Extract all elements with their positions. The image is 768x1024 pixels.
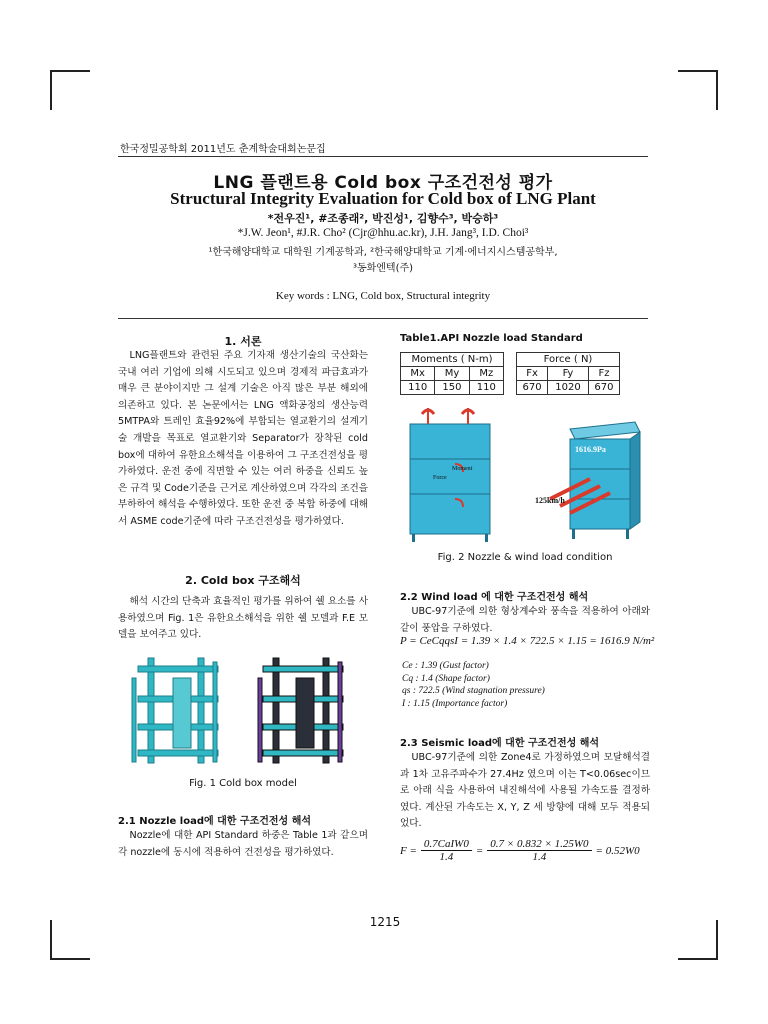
eq-frac1-num: 0.7CaIW0 bbox=[421, 838, 472, 851]
eq-lhs: F = bbox=[400, 844, 417, 857]
authors-english: *J.W. Jeon¹, #J.R. Cho² (Cjr@hhu.ac.kr), J.H. Jang³, I.D. Choi³ bbox=[237, 227, 529, 239]
table1-moments-header: Moments ( N-m) bbox=[401, 353, 504, 367]
crop-mark-bottom-left-v bbox=[50, 920, 52, 960]
fig2-caption: Fig. 2 Nozzle & wind load condition bbox=[437, 552, 613, 563]
fig2-nozzle-model bbox=[410, 408, 490, 542]
page-number: 1215 bbox=[369, 915, 401, 929]
table1-force bbox=[516, 352, 620, 395]
fig2-wind-model bbox=[535, 422, 640, 539]
proceedings-header: 한국정밀공학회 2011년도 춘계학술대회논문집 bbox=[120, 144, 326, 155]
seismic-equation bbox=[400, 838, 640, 863]
table1-col: My bbox=[435, 367, 469, 381]
section-2-1-title: 2.1 Nozzle load에 대한 구조건전성 해석 bbox=[118, 816, 312, 827]
fig2-label-moment: Moment bbox=[452, 466, 473, 472]
eq-frac1-den: 1.4 bbox=[439, 851, 454, 863]
crop-mark-top-left-v bbox=[50, 70, 52, 110]
var-shape-factor: Cq : 1.4 (Shape factor) bbox=[402, 673, 490, 684]
section-2-2-body: UBC-97기준에 의한 형상계수와 풍속을 적용하여 아래와 같이 풍압을 구하였다. bbox=[400, 606, 650, 634]
header-rule bbox=[118, 156, 648, 157]
title-korean: LNG 플랜트용 Cold box 구조건전성 평가 bbox=[213, 173, 553, 193]
table1-col: Fy bbox=[548, 367, 589, 381]
table1-col: Mx bbox=[401, 367, 435, 381]
table1-col: Fx bbox=[517, 367, 548, 381]
table1-cell: 670 bbox=[588, 381, 619, 395]
fig2-label-force: Force bbox=[433, 475, 447, 481]
wind-variables bbox=[402, 660, 545, 710]
eq-frac2-den: 1.4 bbox=[532, 851, 547, 863]
section-2-body: 해석 시간의 단축과 효율적인 평가를 위하여 쉘 요소를 사용하였으며 Fig. 1은 유한요소해석을 위한 쉘 모델과 F.E 모델을 보여주고 있다. bbox=[118, 596, 368, 641]
table1-cell: 670 bbox=[517, 381, 548, 395]
table1-cell: 110 bbox=[469, 381, 503, 395]
title-english: Structural Integrity Evaluation for Cold box of LNG Plant bbox=[170, 189, 596, 208]
fig1-caption: Fig. 1 Cold box model bbox=[189, 778, 297, 789]
keywords-rule bbox=[118, 318, 648, 319]
section-2-2-title: 2.2 Wind load 에 대한 구조건전성 해석 bbox=[400, 592, 589, 603]
section-1-title: 1. 서론 bbox=[224, 335, 262, 348]
fig2-nozzle-wind-load bbox=[400, 404, 650, 544]
fig2-label-pressure: 1616.9Pa bbox=[575, 445, 606, 454]
wind-pressure-equation: P = CeCqqsI = 1.39 × 1.4 × 722.5 × 1.15 = 1616.9 N/m² bbox=[400, 635, 655, 647]
table1-cell: 110 bbox=[401, 381, 435, 395]
crop-mark-top-right-v bbox=[716, 70, 718, 110]
eq-fraction-1 bbox=[421, 838, 472, 863]
table1-force-header: Force ( N) bbox=[517, 353, 620, 367]
crop-mark-bottom-left-h bbox=[50, 958, 90, 960]
section-2-3-body: UBC-97기준에 의한 Zone4로 가정하였으며 모달해석결과 1차 고유주파수가 27.4Hz 였으며 이는 T<0.06sec이므로 아래 식을 사용하여 내진해석에 사용될 가속도를 결정하였다. 계산된 가속도는 X, Y, Z 세 방향에 대해 모두 적용되었다. bbox=[400, 752, 650, 830]
crop-mark-top-left-h bbox=[50, 70, 90, 72]
affiliation-line-2: ³동화엔텍(주) bbox=[352, 263, 414, 274]
fig1-shell-model bbox=[132, 658, 218, 763]
fig2-label-wind: 125km/h bbox=[535, 496, 565, 505]
section-2-1-body: Nozzle에 대한 API Standard 하중은 Table 1과 같으며 각 nozzle에 동시에 적용하여 건전성을 평가하였다. bbox=[118, 830, 368, 858]
fig1-fe-model bbox=[258, 658, 343, 763]
crop-mark-top-right-h bbox=[678, 70, 718, 72]
section-2-title: 2. Cold box 구조해석 bbox=[185, 574, 301, 587]
affiliation-line-1: ¹한국해양대학교 대학원 기계공학과, ²한국해양대학교 기계·에너지시스템공학부, bbox=[208, 247, 558, 258]
eq-fraction-2 bbox=[487, 838, 591, 863]
table1-col: Fz bbox=[588, 367, 619, 381]
crop-mark-bottom-right-h bbox=[678, 958, 718, 960]
table1-moments bbox=[400, 352, 504, 395]
table1-col: Mz bbox=[469, 367, 503, 381]
table1-cell: 1020 bbox=[548, 381, 589, 395]
fig1-cold-box-model bbox=[118, 648, 373, 768]
crop-mark-bottom-right-v bbox=[716, 920, 718, 960]
eq-frac2-num: 0.7 × 0.832 × 1.25W0 bbox=[487, 838, 591, 851]
keywords: Key words : LNG, Cold box, Structural integrity bbox=[275, 290, 491, 302]
section-2-3-title: 2.3 Seismic load에 대한 구조건전성 해석 bbox=[400, 738, 600, 749]
var-wind-stagnation: qs : 722.5 (Wind stagnation pressure) bbox=[402, 686, 545, 696]
table1-cell: 150 bbox=[435, 381, 469, 395]
var-gust-factor: Ce : 1.39 (Gust factor) bbox=[402, 661, 489, 671]
eq-equals: = bbox=[475, 844, 484, 857]
eq-result: = 0.52W0 bbox=[595, 844, 640, 857]
authors-korean: *전우진¹, #조종래², 박진성¹, 김향수³, 박승하³ bbox=[267, 212, 499, 225]
table1-title: Table1.API Nozzle load Standard bbox=[400, 333, 583, 344]
var-importance-factor: I : 1.15 (Importance factor) bbox=[402, 698, 508, 709]
section-1-body: LNG플랜트와 관련된 주요 기자재 생산기술의 국산화는 국내 여러 기업에 의해 시도되고 있으며 경제적 파급효과가 매우 큰 분야이지만 그 설계 기술은 아직 많은 부분 해외에 의존하고 있다. 본 논문에서는 LNG 액화공정의 생산능력 5MTPA와 트레인 효율92%에 부합되는 열교환기의 설계기술 개발을 목표로 열교환기와 Separator가 장착된 cold box에 대하여 유한요소해석을 이용하여 그 구조건전성을 평가하였다. 운전 중에 직면할 수 있는 여러 하중을 신뢰도 높은 규격 및 Code기준을 근거로 계산하였으며 각각의 조건을 부하하여 해석을 수행하였다. 또한 운전 중 복합 하중에 대해서 ASME code기준에 따라 구조건전성을 평가하였다. bbox=[118, 350, 368, 527]
